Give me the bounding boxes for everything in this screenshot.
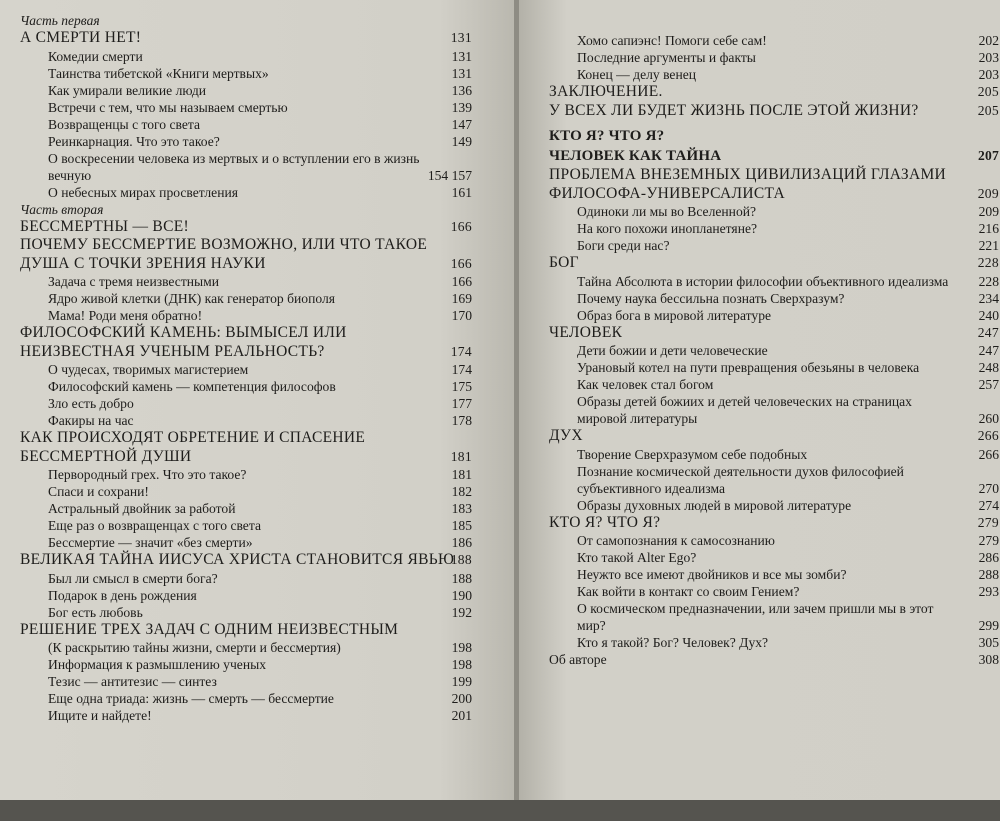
toc-entry xyxy=(549,32,999,49)
toc-entry-page: 288 xyxy=(978,567,999,582)
toc-entry-page: 174 xyxy=(450,343,472,359)
toc-entry-page: 203 xyxy=(978,67,999,82)
toc-entry-title: Познание космической деятельности духов философией субъективного идеализма xyxy=(577,463,904,496)
toc-entry xyxy=(549,273,999,290)
toc-entry-title: О чудесах, творимых магистерием xyxy=(48,362,249,377)
toc-entry-page: 181 xyxy=(450,448,472,464)
toc-entry xyxy=(20,99,472,116)
toc-entry xyxy=(549,324,999,343)
toc-entry-page: 199 xyxy=(451,674,472,689)
toc-entry xyxy=(20,429,472,466)
toc-entry-title: (К раскрытию тайны жизни, смерти и бессмертия) xyxy=(48,640,341,655)
toc-entry xyxy=(549,307,999,324)
toc-entry-title: На кого похожи инопланетяне? xyxy=(577,221,758,236)
toc-entry-title: КТО Я? ЧТО Я? xyxy=(549,128,665,144)
toc-entry xyxy=(549,102,999,121)
toc-entry-title: Ищите и найдете! xyxy=(48,708,152,723)
toc-entry-page: 266 xyxy=(978,446,999,462)
toc-entry-title: Был ли смысл в смерти бога? xyxy=(48,570,218,586)
toc-entry-page: 131 xyxy=(450,30,472,45)
toc-entry xyxy=(549,446,999,463)
toc-entry-title: Факиры на час xyxy=(48,413,134,428)
toc-entry xyxy=(20,65,472,82)
toc-entry xyxy=(20,587,472,604)
toc-entry xyxy=(20,48,472,65)
toc-entry-title: Как умирали великие люди xyxy=(48,82,207,98)
toc-entry xyxy=(20,551,472,570)
toc-entry-page: 170 xyxy=(451,308,472,323)
toc-entry-page: 216 xyxy=(978,221,999,236)
toc-entry-page: 198 xyxy=(451,657,472,672)
toc-entry-page: 186 xyxy=(451,535,472,550)
toc-entry-page: 279 xyxy=(978,533,999,548)
toc-entry-page: 205 xyxy=(977,102,999,118)
toc-entry xyxy=(20,483,472,500)
toc-entry xyxy=(549,49,999,66)
toc-entry xyxy=(549,254,999,273)
toc-entry-page: 185 xyxy=(451,518,472,533)
toc-entry-title: ДУХ xyxy=(549,427,583,444)
toc-entry-title: Подарок в день рождения xyxy=(48,587,197,603)
toc-entry xyxy=(20,534,472,551)
right-page xyxy=(519,0,1000,805)
toc-entry xyxy=(549,497,999,514)
toc-entry-page: 266 xyxy=(977,428,999,443)
toc-entry-title: ФИЛОСОФСКИЙ КАМЕНЬ: ВЫМЫСЕЛ ИЛИ НЕИЗВЕСТНАЯ УЧЕНЫМ РЕАЛЬНОСТЬ? xyxy=(20,324,347,360)
toc-entry-page: 174 xyxy=(451,362,472,377)
toc-entry xyxy=(20,133,472,150)
toc-entry xyxy=(549,83,999,102)
toc-entry-title: Тайна Абсолюта в истории философии объективного идеализма xyxy=(577,273,949,289)
toc-entry-page: 175 xyxy=(451,379,472,394)
toc-entry-page: 149 xyxy=(451,133,472,149)
toc-entry-page: 240 xyxy=(978,307,999,323)
toc-entry-title: Тезис — антитезис — синтез xyxy=(48,674,217,689)
toc-entry-page: 192 xyxy=(451,604,472,620)
toc-entry-page: 169 xyxy=(451,291,472,306)
toc-entry xyxy=(549,220,999,237)
toc-entry-title: Образ бога в мировой литературе xyxy=(577,307,772,323)
toc-entry-title: Кто такой Alter Ego? xyxy=(577,550,697,565)
toc-entry-title: Часть первая xyxy=(20,13,100,28)
toc-entry xyxy=(20,395,472,412)
toc-entry-page: 279 xyxy=(977,514,999,530)
toc-entry xyxy=(549,290,999,307)
toc-entry xyxy=(20,517,472,534)
toc-entry xyxy=(20,570,472,587)
toc-entry-page: 228 xyxy=(977,255,999,270)
toc-entry-title: Первородный грех. Что это такое? xyxy=(48,467,247,482)
toc-entry-page: 247 xyxy=(978,343,999,358)
toc-entry-page: 228 xyxy=(978,273,999,289)
toc-entry xyxy=(20,707,472,724)
toc-entry xyxy=(549,342,999,359)
toc-entry xyxy=(20,82,472,99)
toc-entry xyxy=(549,427,999,446)
toc-entry-title: Как человек стал богом xyxy=(577,377,714,392)
toc-entry xyxy=(20,324,472,361)
toc-entry-title: ВЕЛИКАЯ ТАЙНА ИИСУСА ХРИСТА СТАНОВИТСЯ ЯВЬЮ xyxy=(20,551,455,568)
toc-entry-page: 270 xyxy=(978,480,999,496)
toc-entry xyxy=(20,201,472,218)
toc-entry xyxy=(20,378,472,395)
toc-entry xyxy=(549,566,999,583)
toc-entry xyxy=(549,66,999,83)
toc-entry xyxy=(549,549,999,566)
toc-entry xyxy=(549,393,999,427)
toc-entry-title: Бог есть любовь xyxy=(48,604,143,620)
toc-entry-title: Об авторе xyxy=(549,652,607,667)
toc-entry-page: 178 xyxy=(451,413,472,428)
toc-entry-page: 136 xyxy=(451,82,472,98)
toc-entry-title: Астральный двойник за работой xyxy=(48,501,236,516)
toc-entry xyxy=(20,690,472,707)
toc-entry-title: ЗАКЛЮЧЕНИЕ. xyxy=(549,83,663,100)
toc-entry xyxy=(549,463,999,497)
toc-entry-page: 274 xyxy=(978,497,999,513)
toc-entry-title: О воскресении человека из мертвых и о вступлении его в жизнь вечную xyxy=(48,150,420,183)
toc-entry-title: От самопознания к самосознанию xyxy=(577,533,775,548)
toc-entry-page: 166 xyxy=(451,274,472,289)
toc-entry xyxy=(549,376,999,393)
toc-entry-title: Образы духовных людей в мировой литературе xyxy=(577,497,852,513)
toc-entry-title: Спаси и сохрани! xyxy=(48,484,149,499)
toc-entry-page: 209 xyxy=(977,185,999,201)
toc-entry-page: 182 xyxy=(451,484,472,499)
toc-entry-page: 248 xyxy=(978,360,999,375)
toc-entry-title: Комедии смерти xyxy=(48,48,143,64)
toc-entry xyxy=(20,150,472,184)
toc-entry xyxy=(20,307,472,324)
toc-entry xyxy=(20,236,472,273)
toc-entry-title: Информация к размышлению ученых xyxy=(48,657,267,672)
toc-entry-title: Реинкарнация. Что это такое? xyxy=(48,133,220,149)
toc-entry-page: 221 xyxy=(978,238,999,253)
toc-entry-title: Еще одна триада: жизнь — смерть — бессмертие xyxy=(48,691,334,706)
toc-entry-page: 202 xyxy=(978,33,999,48)
toc-entry-page: 257 xyxy=(978,377,999,392)
toc-entry-title: Урановый котел на пути превращения обезьяны в человека xyxy=(577,360,920,375)
toc-entry-page: 201 xyxy=(451,708,472,723)
toc-entry-title: Философский камень — компетенция философов xyxy=(48,379,336,394)
toc-entry-page: 293 xyxy=(978,584,999,599)
toc-entry-title: Одиноки ли мы во Вселенной? xyxy=(577,204,757,219)
toc-entry-title: Творение Сверхразумом себе подобных xyxy=(577,446,808,462)
toc-entry xyxy=(20,218,472,237)
toc-entry-page: 166 xyxy=(450,218,472,234)
toc-entry xyxy=(549,514,999,533)
toc-entry-page: 166 xyxy=(450,255,472,271)
toc-entry xyxy=(20,639,472,656)
toc-entry-page: 205 xyxy=(977,84,999,99)
toc-entry xyxy=(20,673,472,690)
toc-entry-page: 131 xyxy=(451,48,472,64)
toc-entry-page: 181 xyxy=(451,467,472,482)
toc-entry xyxy=(549,126,999,146)
toc-entry-title: О космическом предназначении, или зачем пришли мы в этот мир? xyxy=(577,601,934,633)
toc-entry-title: Боги среди нас? xyxy=(577,238,670,253)
toc-entry-title: Кто я такой? Бог? Человек? Дух? xyxy=(577,635,769,650)
toc-entry-title: Мама! Роди меня обратно! xyxy=(48,308,203,323)
toc-entry-title: А СМЕРТИ НЕТ! xyxy=(20,29,142,46)
toc-entry-title: Встречи с тем, что мы называем смертью xyxy=(48,99,288,115)
toc-entry xyxy=(20,29,472,48)
toc-entry-title: Еще раз о возвращенцах с того света xyxy=(48,518,261,533)
toc-entry-title: Как войти в контакт со своим Гением? xyxy=(577,584,800,599)
toc-entry xyxy=(20,656,472,673)
left-toc-list xyxy=(20,12,472,724)
toc-entry-title: БОГ xyxy=(549,254,579,271)
toc-entry-page: 260 xyxy=(978,411,999,426)
toc-entry-title: Часть вторая xyxy=(20,201,104,217)
toc-entry-title: Возвращенцы с того света xyxy=(48,116,201,132)
toc-entry xyxy=(20,412,472,429)
toc-entry xyxy=(549,634,999,651)
toc-entry-title: КТО Я? ЧТО Я? xyxy=(549,513,661,531)
toc-entry-page: 188 xyxy=(451,570,472,586)
toc-entry-title: Зло есть добро xyxy=(48,396,134,411)
toc-entry-page: 286 xyxy=(978,550,999,565)
toc-entry-page: 305 xyxy=(978,635,999,650)
toc-entry xyxy=(20,12,472,29)
toc-entry xyxy=(20,273,472,290)
toc-entry xyxy=(20,500,472,517)
toc-entry xyxy=(20,116,472,133)
toc-entry-page: 209 xyxy=(978,204,999,219)
toc-entry-page: 203 xyxy=(978,50,999,65)
toc-entry-title: Почему наука бессильна познать Сверхразум? xyxy=(577,290,845,306)
toc-entry-title: ПОЧЕМУ БЕССМЕРТИЕ ВОЗМОЖНО, ИЛИ ЧТО ТАКОЕ ДУША С ТОЧКИ ЗРЕНИЯ НАУКИ xyxy=(20,236,428,272)
toc-entry xyxy=(549,237,999,254)
toc-entry-title: Последние аргументы и факты xyxy=(577,50,756,65)
toc-entry xyxy=(20,466,472,483)
toc-entry-page: 234 xyxy=(978,290,999,306)
toc-entry-page: 200 xyxy=(451,691,472,706)
toc-entry-title: БЕССМЕРТНЫ — ВСЕ! xyxy=(20,217,189,235)
toc-entry-page: 183 xyxy=(451,501,472,516)
toc-entry-title: ЧЕЛОВЕК xyxy=(549,323,623,341)
toc-entry-page: 131 xyxy=(451,65,472,81)
right-toc-list xyxy=(549,32,999,668)
toc-entry xyxy=(549,146,999,166)
toc-entry-title: У ВСЕХ ЛИ БУДЕТ ЖИЗНЬ ПОСЛЕ ЭТОЙ ЖИЗНИ? xyxy=(549,101,919,119)
table-background xyxy=(0,800,1000,821)
toc-entry-title: Хомо сапиэнс! Помоги себе сам! xyxy=(577,33,767,48)
toc-entry xyxy=(549,203,999,220)
toc-entry xyxy=(549,359,999,376)
toc-entry-title: Конец — делу венец xyxy=(577,67,697,82)
toc-entry xyxy=(20,621,472,640)
toc-entry-title: ЧЕЛОВЕК КАК ТАЙНА xyxy=(549,148,722,164)
toc-entry-page: 177 xyxy=(451,396,472,411)
toc-entry xyxy=(20,604,472,621)
toc-entry-title: Таинства тибетской «Книги мертвых» xyxy=(48,65,269,81)
toc-entry-title: КАК ПРОИСХОДЯТ ОБРЕТЕНИЕ И СПАСЕНИЕ БЕССМЕРТНОЙ ДУШИ xyxy=(20,429,366,465)
toc-entry-page: 247 xyxy=(977,324,999,340)
toc-entry-title: Дети божии и дети человеческие xyxy=(577,343,768,358)
toc-entry-page: 188 xyxy=(450,552,472,567)
toc-entry xyxy=(549,600,999,634)
toc-entry-title: РЕШЕНИЕ ТРЕХ ЗАДАЧ С ОДНИМ НЕИЗВЕСТНЫМ xyxy=(20,620,399,638)
toc-entry xyxy=(549,651,999,668)
toc-entry-title: Бессмертие — значит «без смерти» xyxy=(48,535,253,550)
toc-entry xyxy=(20,361,472,378)
toc-entry-title: ПРОБЛЕМА ВНЕЗЕМНЫХ ЦИВИЛИЗАЦИЙ ГЛАЗАМИ ФИЛОСОФА-УНИВЕРСАЛИСТА xyxy=(549,166,947,202)
toc-entry-page: 154 157 xyxy=(427,167,472,183)
toc-entry-title: О небесных мирах просветления xyxy=(48,184,239,200)
toc-entry xyxy=(20,290,472,307)
toc-entry xyxy=(549,583,999,600)
toc-entry-page: 139 xyxy=(451,99,472,115)
toc-entry xyxy=(549,166,999,203)
toc-entry-page: 308 xyxy=(978,652,999,667)
toc-entry-page: 198 xyxy=(451,640,472,655)
toc-entry-title: Ядро живой клетки (ДНК) как генератор биополя xyxy=(48,291,336,306)
toc-entry-page: 147 xyxy=(451,116,472,132)
toc-entry-page: 207 xyxy=(978,148,999,163)
toc-entry-title: Образы детей божиих и детей человеческих на страницах мировой литературы xyxy=(577,394,912,426)
toc-entry xyxy=(20,184,472,201)
toc-entry-page: 299 xyxy=(978,618,999,633)
toc-entry-title: Задача с тремя неизвестными xyxy=(48,274,220,289)
toc-entry-title: Неужто все имеют двойников и все мы зомби? xyxy=(577,567,847,582)
toc-entry-page: 161 xyxy=(451,184,472,200)
toc-entry xyxy=(549,532,999,549)
toc-entry-page: 190 xyxy=(451,587,472,603)
